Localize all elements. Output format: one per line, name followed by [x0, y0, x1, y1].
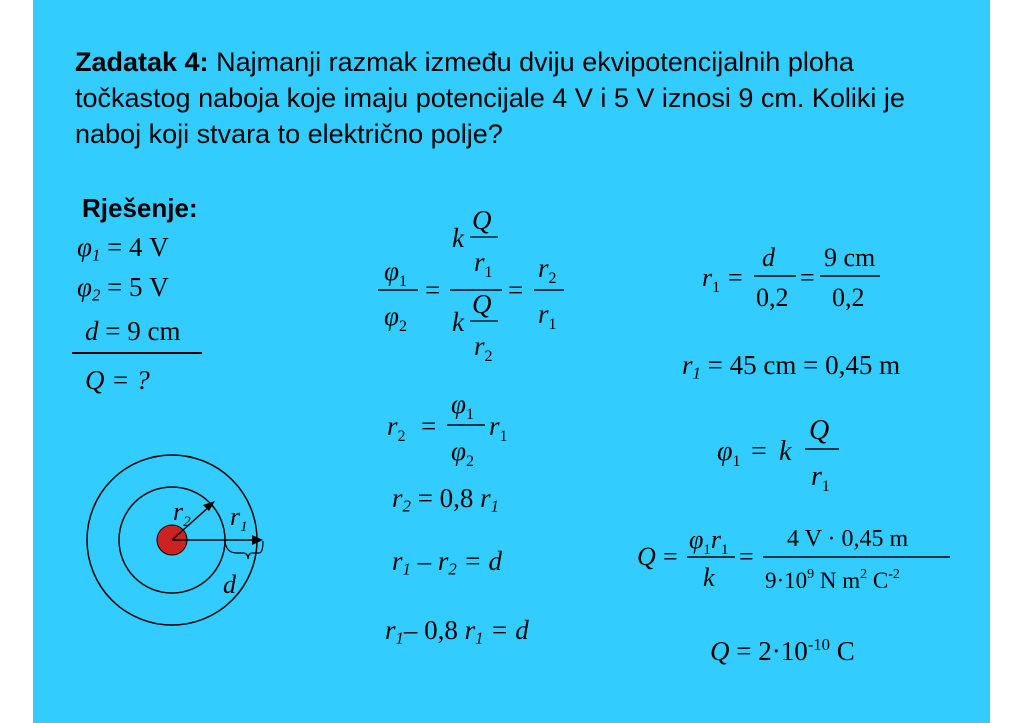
svg-text:φ1: $\varphi_1$ — [384, 256, 407, 290]
svg-text:=: = — [739, 542, 754, 571]
r2-relation: $r_2 = 0,8$ $r_1$ — [392, 483, 500, 516]
svg-text:r1: $r_1$ — [702, 263, 721, 296]
svg-text:Q: Q — [637, 542, 656, 571]
svg-text:k: k — [703, 563, 715, 592]
svg-text:φ1r1: $\varphi_1r_1$ — [689, 525, 729, 558]
r1-formula — [700, 240, 900, 320]
svg-text:r1: $r_1$ — [538, 299, 557, 333]
ratio-equation — [370, 195, 580, 375]
svg-text:φ1: $\varphi_1$ — [717, 436, 741, 470]
svg-text:0,2: 0,2 — [832, 283, 865, 312]
task-text: Najmanji razmak između dviju ekvipotencijalnih ploha točkastog naboja koje imaju potencijale 4 V i 5 V iznosi 9 cm. Koliki je naboj koji stvara to električno polje? — [75, 47, 905, 149]
svg-text:=: = — [421, 411, 437, 441]
substituted-equation: $r_1-$ 0,8 $r_1 = d$ — [385, 615, 529, 648]
svg-text:9·109 N m2 C-2: $9\cdot 10^9$ N $m^2$ $C^{-2}$ — [765, 567, 900, 593]
charge-formula — [635, 520, 955, 600]
svg-text:r2: $r_2$ — [538, 253, 557, 287]
svg-text:Q: Q — [809, 415, 830, 446]
svg-text:Q: Q — [472, 205, 492, 235]
svg-text:4 V · 0,45 m: 4 V · 0,45 m — [787, 526, 909, 552]
unknown-charge: Q = ? — [85, 365, 150, 395]
solution-heading: Rješenje: — [82, 193, 198, 223]
label-d: d — [223, 570, 236, 599]
svg-text:r1: $r_1$ — [489, 411, 508, 445]
svg-text:r1: $r_1$ — [474, 247, 493, 281]
svg-text:=: = — [663, 542, 678, 571]
svg-text:r2: $r_2$ — [474, 331, 493, 365]
given-phi2: $\varphi_2 = 5$ V — [77, 272, 169, 305]
svg-text:k: k — [452, 307, 464, 337]
svg-text:k: k — [452, 223, 464, 253]
task-label: Zadatak 4: — [75, 47, 209, 77]
r2-formula — [385, 385, 535, 475]
equipotential-diagram — [85, 445, 285, 645]
svg-text:r1: $r_1$ — [811, 461, 830, 495]
potential-formula — [715, 405, 855, 495]
svg-text:0,2: 0,2 — [756, 283, 789, 312]
svg-text:φ1: $\varphi_1$ — [451, 389, 474, 423]
svg-text:9 cm: 9 cm — [824, 243, 876, 272]
given-distance: d = 9 cm — [85, 316, 181, 346]
svg-text:φ2: $\varphi_2$ — [451, 436, 474, 470]
svg-text:=: = — [728, 263, 743, 292]
svg-text:Q: Q — [472, 289, 492, 319]
given-phi1: $\varphi_1 = 4$ V — [77, 232, 169, 265]
svg-text:=: = — [751, 436, 767, 467]
difference-equation: $r_1 - r_2 = d$ — [392, 546, 503, 579]
label-r2: $r_2$ — [173, 497, 191, 530]
svg-text:=: = — [425, 275, 441, 305]
label-r1: $r_1$ — [230, 502, 248, 535]
svg-text:k: k — [779, 436, 792, 467]
svg-text:=: = — [508, 275, 524, 305]
task-statement — [75, 44, 975, 152]
svg-text:=: = — [800, 263, 815, 292]
svg-text:d: d — [762, 243, 775, 272]
given-divider — [72, 352, 202, 354]
svg-text:φ2: $\varphi_2$ — [384, 301, 407, 335]
svg-text:r2: $r_2$ — [387, 411, 406, 445]
r1-result: $r_1 = 45$ cm = 0,45 m — [682, 350, 901, 383]
charge-result: $Q = 2\cdot 10^{-10}$ C — [710, 635, 855, 667]
